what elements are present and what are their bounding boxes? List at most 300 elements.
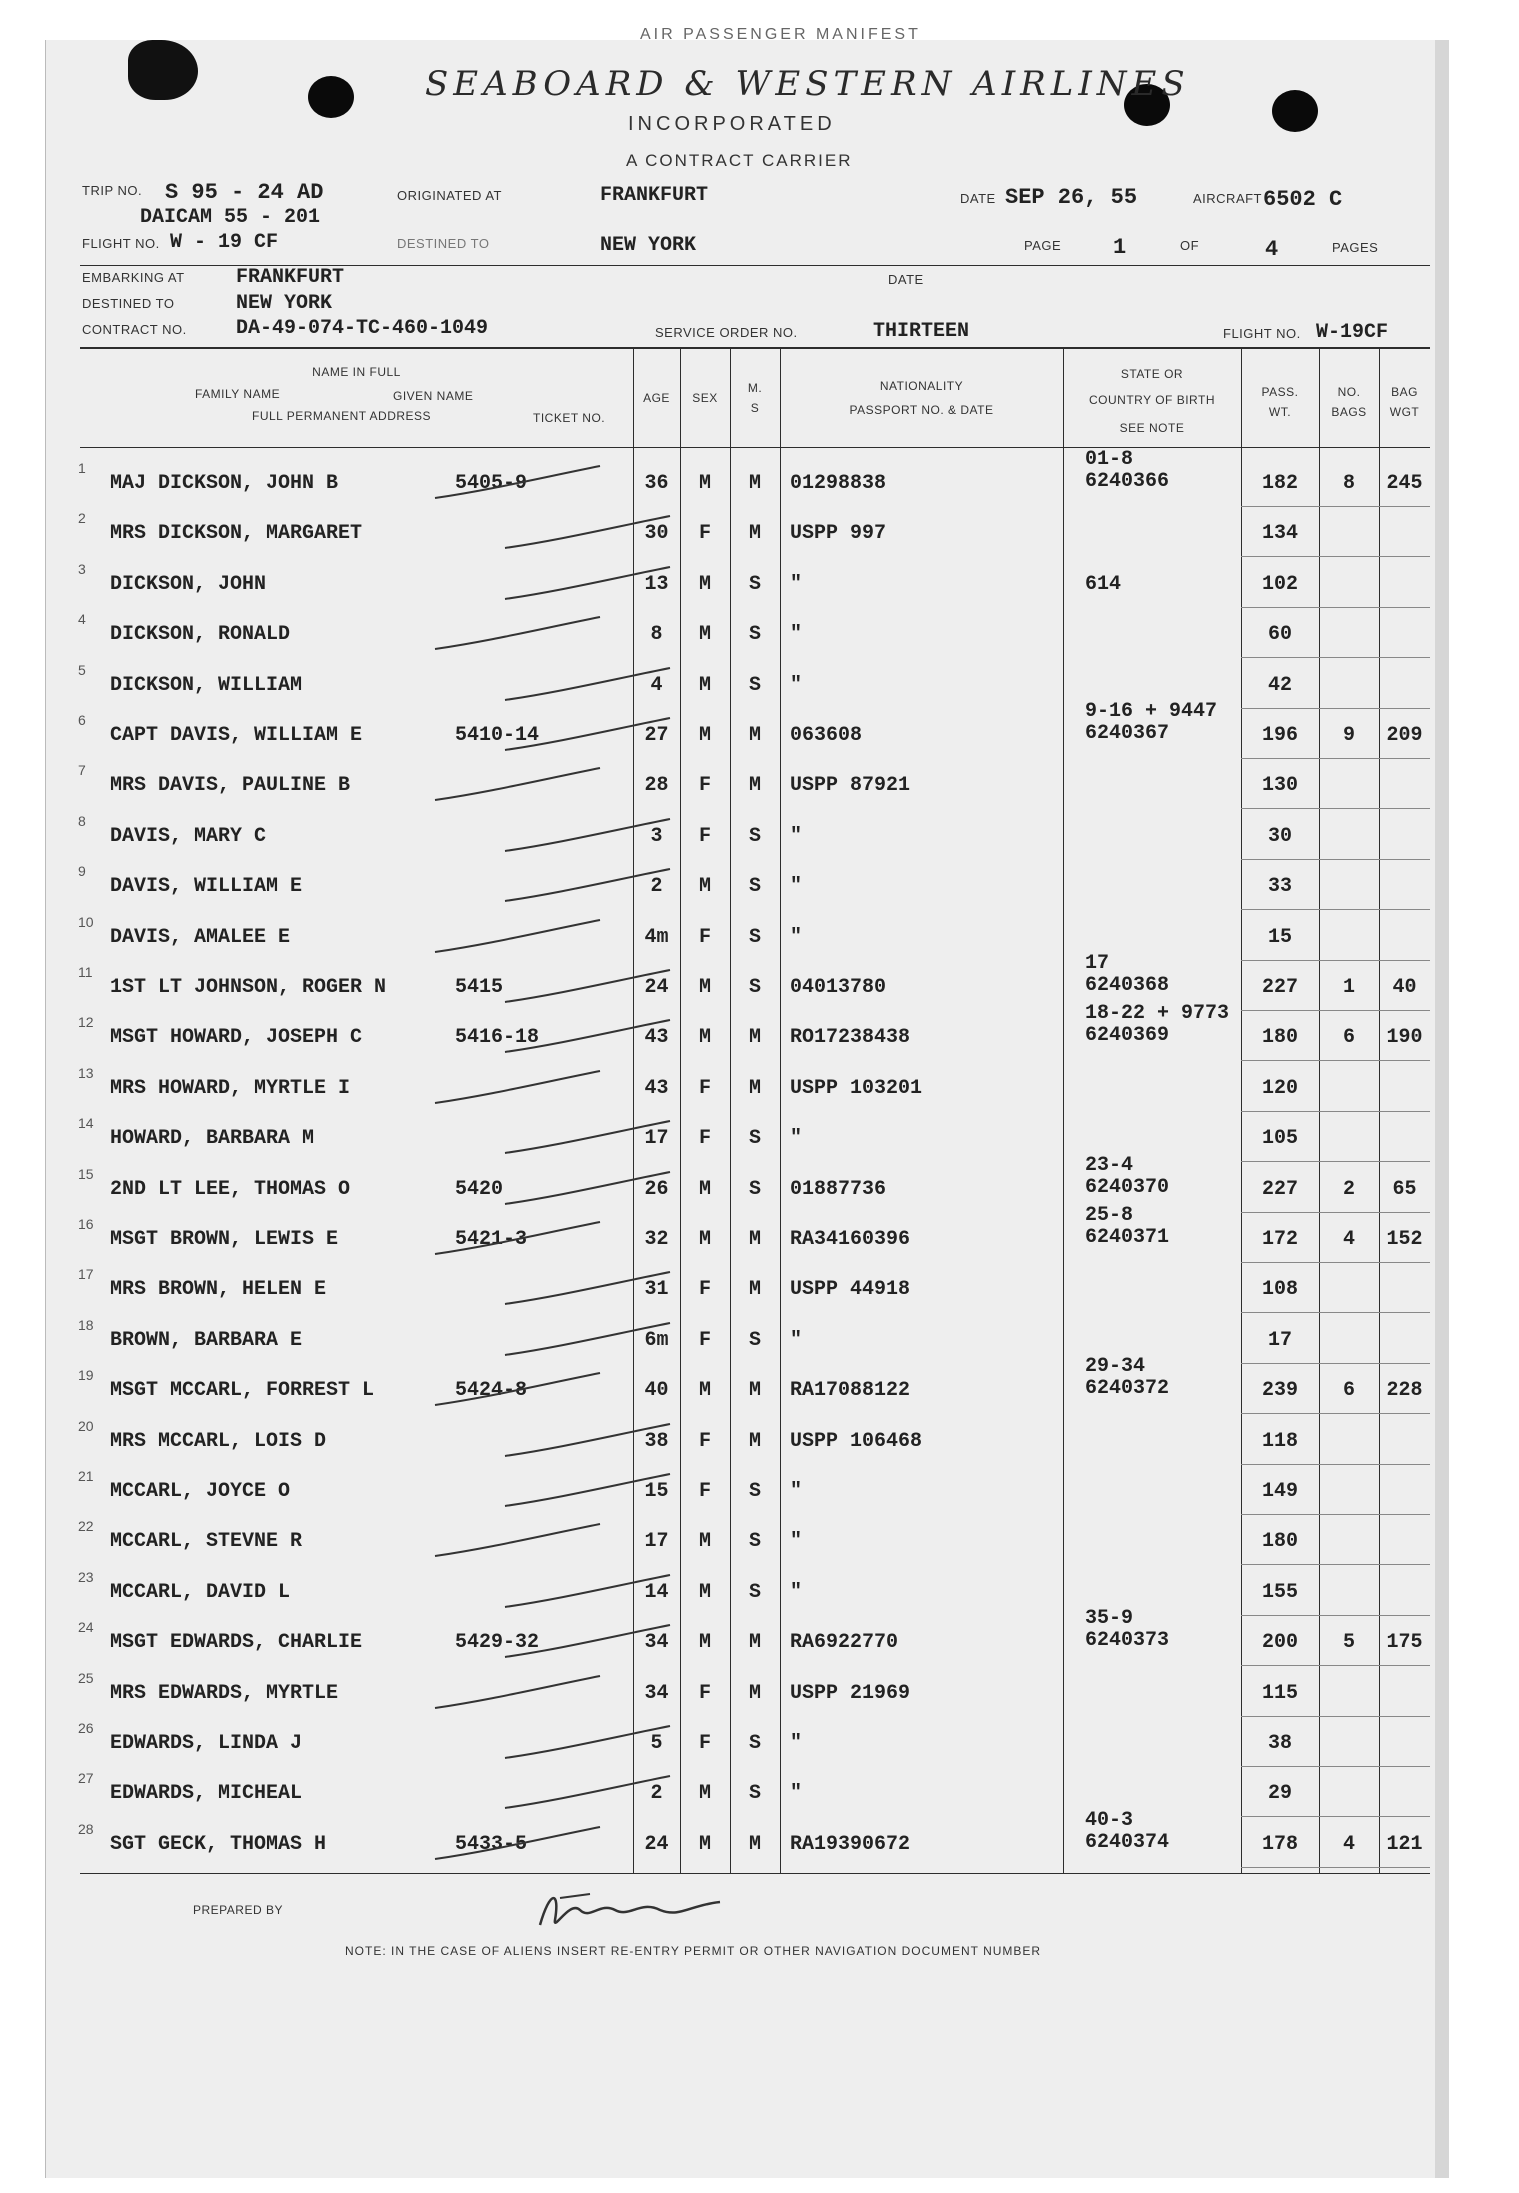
aircraft-value: 6502 C bbox=[1263, 187, 1343, 212]
bag-weight-cell: 65 bbox=[1392, 1177, 1417, 1201]
marital-status-cell: S bbox=[748, 1127, 761, 1151]
destined2-label: DESTINED TO bbox=[82, 296, 175, 311]
age-cell: 26 bbox=[644, 1177, 669, 1201]
col-address: FULL PERMANENT ADDRESS bbox=[252, 409, 432, 423]
check-mark bbox=[430, 764, 720, 804]
passport-cell: " bbox=[790, 1480, 803, 1503]
sex-cell: M bbox=[698, 572, 711, 596]
row-number: 16 bbox=[78, 1216, 94, 1232]
contract-label: CONTRACT NO. bbox=[82, 322, 187, 337]
sex-cell: M bbox=[698, 1631, 711, 1655]
age-cell: 2 bbox=[650, 875, 663, 899]
col-family-name: FAMILY NAME bbox=[195, 387, 281, 401]
row-number: 27 bbox=[78, 1770, 94, 1787]
row-rule bbox=[1241, 1766, 1430, 1767]
row-rule bbox=[1241, 1413, 1430, 1414]
row-rule bbox=[1241, 1363, 1430, 1364]
pass-weight-cell: 108 bbox=[1261, 1278, 1298, 1302]
age-cell: 13 bbox=[644, 572, 669, 596]
trip-no-label: TRIP NO. bbox=[82, 183, 143, 198]
age-cell: 4m bbox=[644, 925, 669, 949]
passenger-name: DICKSON, JOHN bbox=[110, 572, 267, 596]
table-row bbox=[78, 1417, 1430, 1460]
age-cell: 2 bbox=[650, 1782, 663, 1806]
sex-cell: F bbox=[698, 1328, 711, 1352]
passenger-name: MRS HOWARD, MYRTLE I bbox=[110, 1076, 351, 1100]
row-number: 22 bbox=[78, 1518, 94, 1535]
marital-status-cell: S bbox=[748, 824, 761, 848]
sex-cell: M bbox=[698, 1530, 711, 1554]
sex-cell: F bbox=[698, 1480, 711, 1503]
marital-status-cell: S bbox=[748, 925, 761, 949]
check-mark bbox=[500, 1016, 790, 1056]
bag-weight-cell: 209 bbox=[1386, 724, 1423, 747]
check-mark bbox=[500, 1772, 790, 1812]
table-row bbox=[78, 762, 1430, 804]
punch-hole bbox=[1272, 90, 1318, 132]
sex-cell: M bbox=[698, 1228, 711, 1251]
pass-weight-cell: 172 bbox=[1261, 1228, 1298, 1251]
row-number: 25 bbox=[78, 1669, 94, 1686]
marital-status-cell: S bbox=[748, 1480, 761, 1503]
daicam-value: DAICAM 55 - 201 bbox=[140, 206, 321, 229]
row-number: 2 bbox=[78, 510, 86, 527]
table-row bbox=[78, 1568, 1430, 1611]
airline-name: SEABOARD & WESTERN AIRLINES bbox=[425, 64, 1190, 104]
pass-weight-cell: 196 bbox=[1261, 724, 1298, 747]
row-rule bbox=[1241, 1816, 1430, 1817]
table-row bbox=[78, 700, 1430, 754]
row-number: 8 bbox=[78, 812, 86, 829]
passport-cell: RA6922770 bbox=[790, 1631, 899, 1655]
col-state-1: STATE OR bbox=[1120, 367, 1184, 381]
passenger-name: MSGT MCCARL, FORREST L bbox=[110, 1379, 375, 1403]
age-cell: 40 bbox=[644, 1379, 669, 1403]
check-mark bbox=[500, 714, 790, 754]
prepared-by-label: PREPARED BY bbox=[193, 1903, 283, 1917]
row-rule bbox=[1241, 1867, 1430, 1868]
marital-status-cell: S bbox=[748, 623, 761, 647]
table-row bbox=[78, 1153, 1430, 1208]
marital-status-cell: S bbox=[748, 673, 761, 697]
row-rule bbox=[1241, 1564, 1430, 1565]
age-cell: 36 bbox=[644, 472, 669, 495]
age-cell: 28 bbox=[644, 774, 669, 798]
col-bags-2: BAGS bbox=[1331, 405, 1367, 419]
passenger-name: EDWARDS, LINDA J bbox=[110, 1732, 303, 1755]
pass-weight-cell: 17 bbox=[1267, 1328, 1292, 1352]
ticket-number: 5421-3 bbox=[455, 1228, 528, 1251]
of-value: 4 bbox=[1265, 237, 1279, 262]
pass-weight-cell: 38 bbox=[1267, 1732, 1292, 1755]
check-mark bbox=[500, 966, 790, 1006]
passenger-name: DAVIS, WILLIAM E bbox=[110, 875, 303, 899]
passport-cell: " bbox=[790, 1127, 803, 1151]
age-cell: 6m bbox=[644, 1328, 669, 1352]
table-row bbox=[78, 661, 1430, 704]
birth-state-line1: 9-16 + 9447 bbox=[1085, 700, 1218, 723]
marital-status-cell: M bbox=[748, 1429, 761, 1453]
passenger-name: MSGT BROWN, LEWIS E bbox=[110, 1228, 339, 1251]
sex-cell: F bbox=[698, 1278, 711, 1302]
marital-status-cell: M bbox=[748, 1076, 761, 1100]
sex-cell: F bbox=[698, 1732, 711, 1755]
passport-cell: USPP 44918 bbox=[790, 1278, 911, 1302]
passenger-name: 1ST LT JOHNSON, ROGER N bbox=[110, 976, 387, 999]
birth-state-line1: 35-9 bbox=[1085, 1607, 1134, 1631]
check-mark bbox=[430, 916, 720, 956]
passport-cell: RA34160396 bbox=[790, 1228, 911, 1251]
check-mark bbox=[500, 1571, 790, 1611]
pass-weight-cell: 182 bbox=[1261, 472, 1298, 495]
table-row bbox=[78, 1002, 1430, 1056]
sex-cell: M bbox=[698, 875, 711, 899]
of-label: OF bbox=[1180, 238, 1200, 253]
birth-state-line1: 40-3 bbox=[1085, 1808, 1134, 1832]
table-row bbox=[78, 812, 1430, 855]
marital-status-cell: M bbox=[748, 472, 761, 495]
row-rule bbox=[1241, 909, 1430, 910]
age-cell: 5 bbox=[650, 1732, 663, 1755]
marital-status-cell: S bbox=[748, 572, 761, 596]
passport-cell: RO17238438 bbox=[790, 1026, 911, 1050]
row-number: 11 bbox=[78, 964, 93, 980]
flight-no-value: W - 19 CF bbox=[170, 231, 279, 254]
row-number: 24 bbox=[78, 1619, 94, 1636]
age-cell: 34 bbox=[644, 1631, 669, 1655]
passenger-name: DICKSON, WILLIAM bbox=[110, 673, 303, 697]
passport-cell: " bbox=[790, 1580, 803, 1604]
pass-weight-cell: 130 bbox=[1261, 774, 1298, 798]
birth-state-line2: 6240368 bbox=[1085, 974, 1170, 997]
row-number: 3 bbox=[78, 560, 86, 577]
row-number: 12 bbox=[78, 1014, 94, 1031]
age-cell: 4 bbox=[650, 673, 663, 697]
age-cell: 38 bbox=[644, 1429, 669, 1453]
age-cell: 43 bbox=[644, 1026, 669, 1050]
row-rule bbox=[1241, 1161, 1430, 1162]
sex-cell: F bbox=[698, 1429, 711, 1453]
marital-status-cell: M bbox=[748, 522, 761, 546]
carrier-label: A CONTRACT CARRIER bbox=[626, 151, 853, 170]
pass-weight-cell: 200 bbox=[1261, 1631, 1298, 1655]
passport-cell: " bbox=[790, 875, 803, 899]
aliens-note: NOTE: IN THE CASE OF ALIENS INSERT RE-ENTRY PERMIT OR OTHER NAVIGATION DOCUMENT NUMBER bbox=[345, 1944, 1042, 1958]
pass-weight-cell: 115 bbox=[1261, 1681, 1298, 1705]
bag-weight-cell: 152 bbox=[1386, 1228, 1423, 1251]
sex-cell: M bbox=[698, 1832, 711, 1856]
age-cell: 31 bbox=[644, 1278, 669, 1302]
destined2-value: NEW YORK bbox=[236, 292, 333, 315]
bags-cell: 8 bbox=[1342, 472, 1355, 495]
ticket-number: 5410-14 bbox=[455, 724, 540, 747]
row-rule bbox=[1241, 1111, 1430, 1112]
age-cell: 3 bbox=[650, 824, 663, 848]
col-ms-2: S bbox=[750, 401, 760, 415]
row-rule bbox=[1241, 960, 1430, 961]
bags-cell: 4 bbox=[1342, 1228, 1355, 1251]
marital-status-cell: M bbox=[748, 1832, 761, 1856]
sex-cell: M bbox=[698, 976, 711, 999]
row-number: 26 bbox=[78, 1720, 94, 1736]
row-rule bbox=[1241, 708, 1430, 709]
passport-cell: USPP 997 bbox=[790, 522, 887, 546]
pass-weight-cell: 120 bbox=[1261, 1076, 1298, 1100]
flight-no-label: FLIGHT NO. bbox=[82, 236, 160, 251]
destined-value: NEW YORK bbox=[600, 234, 697, 257]
sex-cell: M bbox=[698, 472, 711, 495]
passport-cell: USPP 87921 bbox=[790, 774, 911, 798]
passport-cell: " bbox=[790, 925, 803, 949]
trip-no-value: S 95 - 24 AD bbox=[165, 180, 324, 205]
passenger-name: MCCARL, JOYCE O bbox=[110, 1480, 291, 1503]
table-row bbox=[78, 1204, 1430, 1258]
birth-state-line2: 6240372 bbox=[1085, 1377, 1170, 1401]
passport-cell: " bbox=[790, 1782, 803, 1806]
birth-state-line2: 6240369 bbox=[1085, 1024, 1170, 1048]
row-number: 5 bbox=[78, 661, 86, 678]
incorporated-label: INCORPORATED bbox=[628, 113, 836, 135]
date2-label: DATE bbox=[888, 272, 924, 287]
pages-label: PAGES bbox=[1332, 240, 1379, 255]
bags-cell: 4 bbox=[1342, 1832, 1355, 1856]
marital-status-cell: S bbox=[748, 976, 761, 999]
marital-status-cell: M bbox=[748, 1681, 761, 1705]
bag-weight-cell: 228 bbox=[1386, 1379, 1423, 1403]
sex-cell: M bbox=[698, 1177, 711, 1201]
pass-weight-cell: 42 bbox=[1267, 673, 1292, 697]
row-number: 23 bbox=[78, 1568, 94, 1585]
passport-cell: 063608 bbox=[790, 724, 863, 747]
col-ms-1: M. bbox=[747, 381, 763, 395]
row-number: 17 bbox=[78, 1266, 94, 1283]
pass-weight-cell: 227 bbox=[1261, 1177, 1298, 1201]
col-bagwt-1: BAG bbox=[1391, 385, 1418, 399]
passport-cell: " bbox=[790, 1530, 803, 1554]
pass-weight-cell: 155 bbox=[1261, 1580, 1298, 1604]
col-sex: SEX bbox=[692, 391, 718, 405]
table-row bbox=[78, 1808, 1430, 1863]
table-row bbox=[78, 611, 1430, 653]
sex-cell: F bbox=[698, 522, 711, 546]
row-rule bbox=[1241, 1212, 1430, 1213]
row-rule bbox=[1241, 1312, 1430, 1313]
age-cell: 24 bbox=[644, 976, 669, 999]
check-mark bbox=[500, 865, 790, 905]
col-bagwt-2: WGT bbox=[1389, 405, 1420, 419]
bag-weight-cell: 190 bbox=[1386, 1026, 1423, 1050]
ticket-number: 5415 bbox=[455, 976, 504, 999]
table-header-rule bbox=[80, 447, 1430, 448]
table-row bbox=[78, 1720, 1430, 1762]
passport-cell: " bbox=[790, 1732, 803, 1755]
ticket-number: 5433-5 bbox=[455, 1832, 528, 1856]
date-value: SEP 26, 55 bbox=[1005, 185, 1138, 210]
passport-cell: 01298838 bbox=[790, 472, 887, 495]
marital-status-cell: M bbox=[748, 774, 761, 798]
passenger-name: MCCARL, DAVID L bbox=[110, 1580, 291, 1604]
bags-cell: 1 bbox=[1342, 976, 1355, 999]
table-row bbox=[78, 1115, 1430, 1157]
check-mark bbox=[430, 1067, 720, 1107]
check-mark bbox=[500, 563, 790, 603]
ticket-number: 5405-9 bbox=[455, 472, 528, 495]
flight2-value: W-19CF bbox=[1316, 321, 1389, 344]
passport-cell: USPP 103201 bbox=[790, 1076, 923, 1100]
pass-weight-cell: 134 bbox=[1261, 522, 1298, 546]
row-number: 13 bbox=[78, 1064, 94, 1081]
passport-cell: USPP 21969 bbox=[790, 1681, 911, 1705]
punch-hole bbox=[308, 76, 354, 118]
passenger-name: DAVIS, AMALEE E bbox=[110, 925, 291, 949]
table-row bbox=[78, 1355, 1430, 1409]
check-mark bbox=[500, 512, 790, 552]
pass-weight-cell: 118 bbox=[1261, 1429, 1298, 1453]
pass-weight-cell: 30 bbox=[1267, 824, 1292, 848]
age-cell: 24 bbox=[644, 1832, 669, 1856]
page-label: PAGE bbox=[1024, 238, 1062, 253]
passenger-name: CAPT DAVIS, WILLIAM E bbox=[110, 724, 363, 747]
row-rule bbox=[1241, 1010, 1430, 1011]
sex-cell: M bbox=[698, 724, 711, 747]
row-number: 7 bbox=[78, 762, 86, 779]
page-value: 1 bbox=[1113, 235, 1127, 260]
originated-value: FRANKFURT bbox=[600, 184, 709, 207]
row-number: 10 bbox=[78, 913, 94, 930]
pass-weight-cell: 29 bbox=[1267, 1782, 1292, 1806]
pass-weight-cell: 60 bbox=[1267, 623, 1292, 647]
col-bags-1: NO. bbox=[1337, 385, 1361, 399]
row-number: 21 bbox=[78, 1468, 94, 1484]
service-order-label: SERVICE ORDER NO. bbox=[655, 325, 798, 340]
age-cell: 27 bbox=[644, 724, 669, 747]
check-mark bbox=[500, 1117, 790, 1157]
table-top-rule bbox=[80, 347, 1430, 349]
birth-state-line1: 17 bbox=[1085, 952, 1110, 975]
col-age: AGE bbox=[643, 391, 670, 405]
marital-status-cell: M bbox=[748, 724, 761, 747]
table-row bbox=[78, 1064, 1430, 1107]
table-row bbox=[78, 510, 1430, 552]
passport-cell: " bbox=[790, 623, 803, 647]
row-number: 1 bbox=[78, 460, 86, 476]
col-ticket: TICKET NO. bbox=[533, 411, 606, 425]
bags-cell: 6 bbox=[1342, 1026, 1355, 1050]
passenger-name: MCCARL, STEVNE R bbox=[110, 1530, 303, 1554]
marital-status-cell: S bbox=[748, 1782, 761, 1806]
table-row bbox=[78, 1316, 1430, 1359]
row-rule bbox=[1241, 758, 1430, 759]
check-mark bbox=[430, 1369, 720, 1409]
bag-weight-cell: 121 bbox=[1386, 1832, 1423, 1856]
check-mark bbox=[430, 1218, 720, 1258]
passenger-name: SGT GECK, THOMAS H bbox=[110, 1832, 327, 1856]
ticket-number: 5416-18 bbox=[455, 1026, 540, 1050]
age-cell: 17 bbox=[644, 1127, 669, 1151]
passport-cell: " bbox=[790, 824, 803, 848]
bags-cell: 6 bbox=[1342, 1379, 1355, 1403]
bags-cell: 5 bbox=[1342, 1631, 1355, 1655]
pass-weight-cell: 15 bbox=[1267, 925, 1292, 949]
pass-weight-cell: 105 bbox=[1261, 1127, 1298, 1151]
age-cell: 8 bbox=[650, 623, 663, 647]
check-mark bbox=[430, 613, 720, 653]
pass-weight-cell: 178 bbox=[1261, 1832, 1298, 1856]
sex-cell: F bbox=[698, 774, 711, 798]
birth-state-line2: 6240373 bbox=[1085, 1629, 1170, 1653]
table-row bbox=[78, 1770, 1430, 1812]
marital-status-cell: M bbox=[748, 1278, 761, 1302]
age-cell: 43 bbox=[644, 1076, 669, 1100]
birth-state-line1: 01-8 bbox=[1085, 448, 1134, 471]
ink-blot bbox=[128, 40, 198, 100]
passenger-name: 2ND LT LEE, THOMAS O bbox=[110, 1177, 351, 1201]
sex-cell: F bbox=[698, 824, 711, 848]
passenger-name: MRS DICKSON, MARGARET bbox=[110, 522, 363, 546]
row-rule bbox=[1241, 1615, 1430, 1616]
check-mark bbox=[500, 1168, 790, 1208]
preparer-signature bbox=[520, 1880, 750, 1940]
row-number: 9 bbox=[78, 863, 86, 880]
age-cell: 32 bbox=[644, 1228, 669, 1251]
check-mark bbox=[430, 1520, 720, 1560]
pass-weight-cell: 227 bbox=[1261, 976, 1298, 999]
passenger-name: DICKSON, RONALD bbox=[110, 623, 291, 647]
pass-weight-cell: 180 bbox=[1261, 1530, 1298, 1554]
row-rule bbox=[1241, 1665, 1430, 1666]
passport-cell: RA19390672 bbox=[790, 1832, 911, 1856]
birth-state-line1: 29-34 bbox=[1085, 1355, 1146, 1379]
check-mark bbox=[500, 664, 790, 704]
pass-weight-cell: 180 bbox=[1261, 1026, 1298, 1050]
birth-state-line1: 614 bbox=[1085, 572, 1122, 596]
table-row bbox=[78, 1266, 1430, 1308]
check-mark bbox=[500, 1268, 790, 1308]
col-state-2: COUNTRY OF BIRTH bbox=[1088, 393, 1215, 407]
check-mark bbox=[430, 1672, 720, 1712]
bags-cell: 2 bbox=[1342, 1177, 1355, 1201]
birth-state-line2: 6240371 bbox=[1085, 1226, 1170, 1249]
bag-weight-cell: 40 bbox=[1392, 976, 1417, 999]
check-mark bbox=[430, 462, 720, 502]
sheet-edge bbox=[1435, 40, 1449, 2178]
passport-cell: 01887736 bbox=[790, 1177, 887, 1201]
row-number: 15 bbox=[78, 1165, 94, 1182]
sex-cell: F bbox=[698, 1076, 711, 1100]
passport-cell: RA17088122 bbox=[790, 1379, 911, 1403]
sex-cell: F bbox=[698, 1127, 711, 1151]
flight2-label: FLIGHT NO. bbox=[1223, 326, 1301, 341]
col-wt-1: PASS. bbox=[1261, 385, 1299, 399]
row-rule bbox=[1241, 1464, 1430, 1465]
row-rule bbox=[1241, 808, 1430, 809]
birth-state-line2: 6240370 bbox=[1085, 1175, 1170, 1199]
passenger-name: MRS DAVIS, PAULINE B bbox=[110, 774, 351, 798]
date-label: DATE bbox=[960, 191, 996, 206]
marital-status-cell: S bbox=[748, 1328, 761, 1352]
col-given-name: GIVEN NAME bbox=[393, 389, 474, 403]
passenger-name: BROWN, BARBARA E bbox=[110, 1328, 303, 1352]
destined-label: DESTINED TO bbox=[397, 236, 490, 251]
col-state-3: SEE NOTE bbox=[1119, 421, 1185, 435]
row-rule bbox=[1241, 859, 1430, 860]
row-rule bbox=[1241, 1262, 1430, 1263]
passport-cell: USPP 106468 bbox=[790, 1429, 923, 1453]
passenger-name: HOWARD, BARBARA M bbox=[110, 1127, 315, 1151]
originated-label: ORIGINATED AT bbox=[397, 188, 502, 203]
col-wt-2: WT. bbox=[1268, 405, 1292, 419]
table-row bbox=[78, 1669, 1430, 1712]
